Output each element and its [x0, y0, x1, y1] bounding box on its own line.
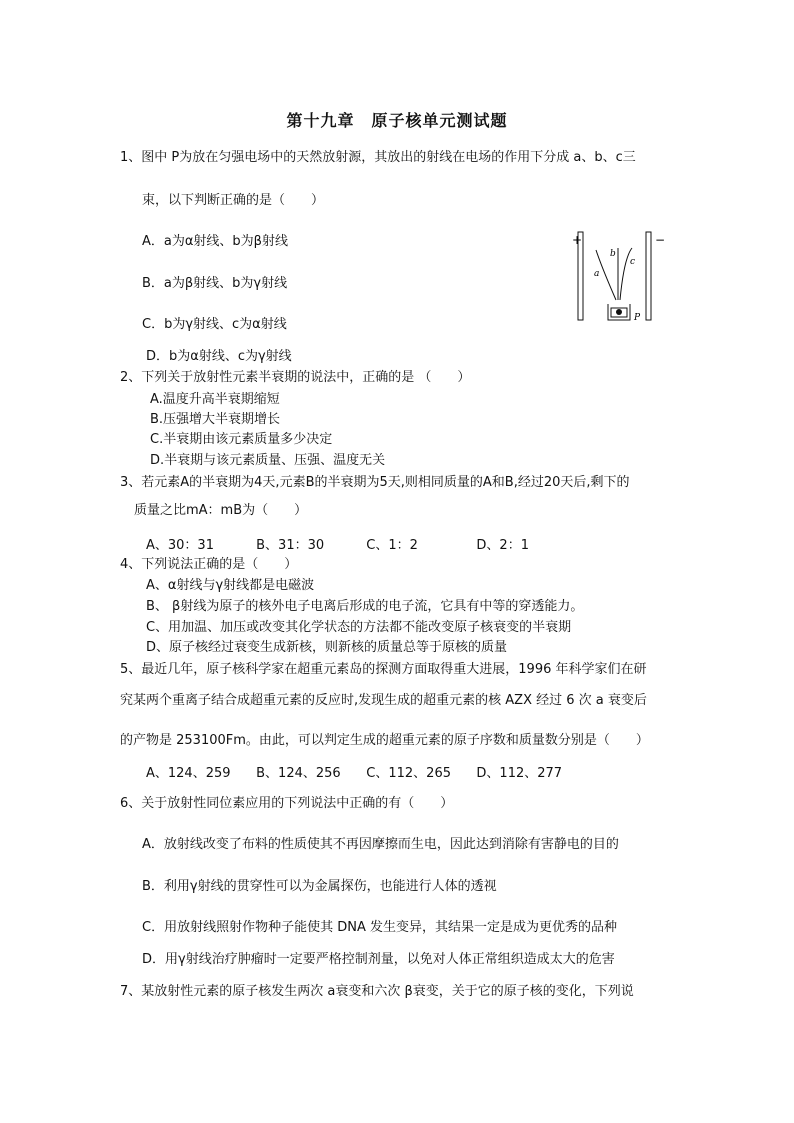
q2-stem: 2、下列关于放射性元素半衰期的说法中，正确的是 （ ） — [120, 370, 471, 385]
ray-a-label: a — [594, 269, 600, 279]
q4-option-c: C、用加温、加压或改变其化学状态的方法都不能改变原子核衰变的半衰期 — [146, 620, 572, 635]
q1-option-d: D．b为α射线、c为γ射线 — [146, 349, 292, 364]
q5-option-a: A、124、259 — [146, 766, 231, 781]
q1-option-b: B．a为β射线、b为γ射线 — [142, 276, 288, 291]
q2-option-d: D.半衰期与该元素质量、压强、温度无关 — [150, 453, 386, 468]
q5-stem-line2: 究某两个重离子结合成超重元素的反应时,发现生成的超重元素的核 AZX 经过 6 次 a 衰变后 — [120, 693, 647, 708]
q4-option-a: A、α射线与γ射线都是电磁波 — [146, 578, 315, 593]
source-label: P — [634, 313, 641, 323]
ray-b-label: b — [610, 249, 616, 259]
q1-stem-line2: 束，以下判断正确的是（ ） — [142, 193, 325, 208]
q2-option-b: B.压强增大半衰期增长 — [150, 412, 281, 427]
q3-stem-line1: 3、若元素A的半衰期为4天,元素B的半衰期为5天,则相同质量的A和B,经过20天后,剩下的 — [120, 475, 630, 490]
q7-stem-line1: 7、某放射性元素的原子核发生两次 a衰变和六次 β衰变，关于它的原子核的变化，下列说 — [120, 984, 634, 999]
q3-option-b: B、31：30 — [256, 538, 325, 553]
q5-stem-line1: 5、最近几年，原子核科学家在超重元素岛的探测方面取得重大进展，1996 年科学家们在研 — [120, 662, 647, 677]
q2-option-c: C.半衰期由该元素质量多少决定 — [150, 432, 333, 447]
q4-option-b: B、 β射线为原子的核外电子电离后形成的电子流，它具有中等的穿透能力。 — [146, 599, 584, 614]
ray-c-path — [620, 248, 632, 300]
plus-label: + — [572, 233, 583, 247]
q5-stem-line3: 的产物是 253100Fm。由此，可以判定生成的超重元素的原子序数和质量数分别是（ ） — [120, 733, 649, 748]
ray-c-label: c — [630, 257, 636, 267]
q6-option-a: A．放射线改变了布料的性质使其不再因摩擦而生电，因此达到消除有害静电的目的 — [142, 837, 619, 852]
q6-option-b: B．利用γ射线的贯穿性可以为金属探伤，也能进行人体的透视 — [142, 879, 497, 894]
q4-stem: 4、下列说法正确的是（ ） — [120, 557, 298, 572]
q1-option-c: C．b为γ射线、c为α射线 — [142, 317, 287, 332]
q3-option-a: A、30：31 — [146, 538, 214, 553]
q6-option-d: D．用γ射线治疗肿瘤时一定要严格控制剂量，以免对人体正常组织造成太大的危害 — [142, 952, 615, 967]
q3-stem-line2: 质量之比mA：mB为（ ） — [134, 503, 308, 518]
q5-option-d: D、112、277 — [476, 766, 563, 781]
q6-option-c: C．用放射线照射作物种子能使其 DNA 发生变异，其结果一定是成为更优秀的品种 — [142, 920, 617, 935]
q1-stem-line1: 1、图中 P为放在匀强电场中的天然放射源，其放出的射线在电场的作用下分成 a、b、c三 — [120, 150, 636, 165]
source-dot — [616, 309, 622, 315]
q6-stem: 6、关于放射性同位素应用的下列说法中正确的有（ ） — [120, 796, 454, 811]
q4-option-d: D、原子核经过衰变生成新核，则新核的质量总等于原核的质量 — [146, 640, 508, 655]
q2-option-a: A.温度升高半衰期缩短 — [150, 392, 280, 407]
q3-options — [146, 538, 529, 554]
page-title: 第十九章 原子核单元测试题 — [286, 111, 508, 130]
minus-label: − — [655, 233, 666, 247]
radiation-field-diagram — [572, 228, 664, 328]
q5-option-c: C、112、265 — [366, 766, 451, 781]
q5-option-b: B、124、256 — [256, 766, 341, 781]
negative-plate — [646, 232, 651, 320]
q1-option-a: A．a为α射线、b为β射线 — [142, 234, 288, 249]
q3-option-c: C、1：2 — [366, 538, 418, 553]
q3-option-d: D、2：1 — [476, 538, 529, 553]
q5-options — [146, 766, 562, 782]
